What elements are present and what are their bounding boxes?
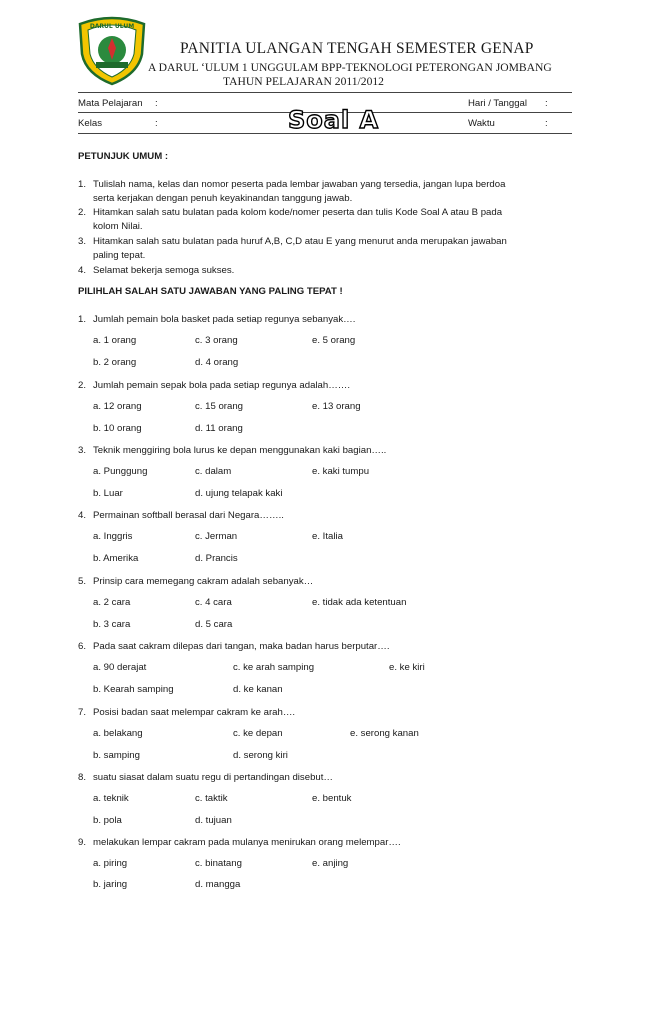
question-text: Pada saat cakram dilepas dari tangan, maka badan harus berputar…. — [93, 641, 390, 652]
option-a: a. Punggung — [93, 466, 148, 477]
question-text: Prinsip cara memegang cakram adalah sebanyak… — [93, 576, 314, 587]
svg-text:DARUL ULUM: DARUL ULUM — [89, 23, 135, 30]
divider-bottom — [78, 133, 572, 134]
time-label: Waktu — [468, 118, 495, 129]
option-e: e. Italia — [312, 531, 343, 542]
instruction-line: kolom Nilai. — [93, 221, 143, 232]
option-b: b. samping — [93, 750, 140, 761]
class-label: Kelas — [78, 118, 102, 129]
question-number: 4. — [78, 510, 87, 521]
option-c: c. taktik — [195, 793, 228, 804]
option-d: d. 11 orang — [195, 423, 243, 434]
exam-title: PANITIA ULANGAN TENGAH SEMESTER GENAP — [180, 40, 534, 57]
question-number: 3. — [78, 445, 87, 456]
option-b: b. pola — [93, 815, 122, 826]
question-number: 6. — [78, 641, 87, 652]
subject-label: Mata Pelajaran — [78, 98, 143, 109]
question-number: 1. — [78, 314, 87, 325]
option-d: d. Prancis — [195, 553, 238, 564]
option-e: e. serong kanan — [350, 728, 419, 739]
option-d: d. serong kiri — [233, 750, 288, 761]
question-text: Teknik menggiring bola lurus ke depan menggunakan kaki bagian….. — [93, 445, 387, 456]
exam-code-badge: Soal A — [288, 106, 380, 134]
question-text: Posisi badan saat melempar cakram ke arah…. — [93, 707, 296, 718]
school-name: A DARUL ‘ULUM 1 UNGGULAM BPP-TEKNOLOGI PETERONGAN JOMBANG — [148, 61, 552, 74]
general-instructions-heading: PETUNJUK UMUM : — [78, 151, 169, 162]
option-d: d. tujuan — [195, 815, 232, 826]
option-c: c. 4 cara — [195, 597, 232, 608]
question-number: 7. — [78, 707, 87, 718]
date-label: Hari / Tanggal — [468, 98, 528, 109]
option-d: d. mangga — [195, 879, 241, 890]
option-e: e. 13 orang — [312, 401, 361, 412]
option-b: b. 2 orang — [93, 357, 137, 368]
option-e: e. anjing — [312, 858, 349, 869]
option-b: b. Kearah samping — [93, 684, 174, 695]
option-e: e. ke kiri — [389, 662, 425, 673]
option-c: c. ke depan — [233, 728, 283, 739]
option-a: a. 1 orang — [93, 335, 137, 346]
instruction-num: 1. — [78, 179, 87, 190]
question-number: 8. — [78, 772, 87, 783]
question-number: 2. — [78, 380, 87, 391]
option-e: e. tidak ada ketentuan — [312, 597, 407, 608]
option-c: c. dalam — [195, 466, 232, 477]
option-e: e. kaki tumpu — [312, 466, 370, 477]
question-text: melakukan lempar cakram pada mulanya menirukan orang melempar…. — [93, 837, 401, 848]
class-colon: : — [155, 118, 158, 129]
option-a: a. 2 cara — [93, 597, 131, 608]
option-a: a. 90 derajat — [93, 662, 147, 673]
school-logo — [72, 14, 152, 86]
option-c: c. 15 orang — [195, 401, 244, 412]
instruction-num: 3. — [78, 236, 87, 247]
option-c: c. 3 orang — [195, 335, 238, 346]
option-c: c. Jerman — [195, 531, 238, 542]
subject-colon: : — [155, 98, 158, 109]
instruction-num: 2. — [78, 207, 87, 218]
option-a: a. teknik — [93, 793, 129, 804]
instruction-line: Hitamkan salah satu bulatan pada kolom kode/nomer peserta dan tulis Kode Soal A atau B pada — [93, 207, 503, 218]
option-a: a. Inggris — [93, 531, 133, 542]
instruction-line: Selamat bekerja semoga sukses. — [93, 265, 235, 276]
option-b: b. 3 cara — [93, 619, 131, 630]
option-d: d. 4 orang — [195, 357, 239, 368]
answer-instruction: PILIHLAH SALAH SATU JAWABAN YANG PALING TEPAT ! — [78, 286, 343, 297]
option-d: d. 5 cara — [195, 619, 233, 630]
time-colon: : — [545, 118, 548, 129]
option-a: a. piring — [93, 858, 128, 869]
instruction-line: paling tepat. — [93, 250, 146, 261]
question-number: 5. — [78, 576, 87, 587]
instruction-line: Hitamkan salah satu bulatan pada huruf A,B, C,D atau E yang menurut anda merupakan jawaban — [93, 236, 507, 247]
date-colon: : — [545, 98, 548, 109]
option-e: e. 5 orang — [312, 335, 356, 346]
question-text: Permainan softball berasal dari Negara…….. — [93, 510, 284, 521]
question-number: 9. — [78, 837, 87, 848]
instruction-line: serta kerjakan dengan penuh keyakinandan tanggung jawab. — [93, 193, 353, 204]
option-b: b. Luar — [93, 488, 123, 499]
option-e: e. bentuk — [312, 793, 352, 804]
option-b: b. jaring — [93, 879, 128, 890]
instruction-num: 4. — [78, 265, 87, 276]
option-b: b. Amerika — [93, 553, 139, 564]
option-d: d. ke kanan — [233, 684, 283, 695]
option-a: a. 12 orang — [93, 401, 142, 412]
question-text: suatu siasat dalam suatu regu di pertandingan disebut… — [93, 772, 333, 783]
option-b: b. 10 orang — [93, 423, 142, 434]
option-a: a. belakang — [93, 728, 143, 739]
academic-year: TAHUN PELAJARAN 2011/2012 — [223, 75, 384, 88]
instruction-line: Tulislah nama, kelas dan nomor peserta pada lembar jawaban yang tersedia, jangan lupa berdoa — [93, 179, 506, 190]
question-text: Jumlah pemain sepak bola pada setiap regunya adalah……. — [93, 380, 351, 391]
question-text: Jumlah pemain bola basket pada setiap regunya sebanyak…. — [93, 314, 356, 325]
option-c: c. ke arah samping — [233, 662, 315, 673]
option-c: c. binatang — [195, 858, 242, 869]
divider-top — [78, 92, 572, 93]
option-d: d. ujung telapak kaki — [195, 488, 283, 499]
